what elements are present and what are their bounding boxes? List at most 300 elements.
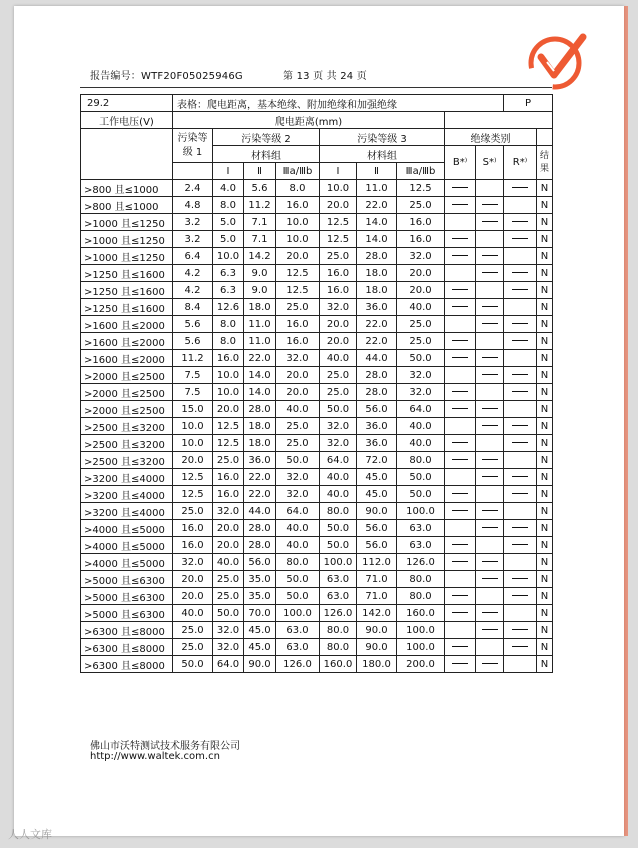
working-voltage-cell: >1000 且≤1250: [81, 231, 173, 248]
working-voltage-cell: >1600 且≤2000: [81, 350, 173, 367]
creepage-value-cell: 20.0: [320, 333, 357, 350]
creepage-value-cell: 25.0: [320, 384, 357, 401]
dash-mark: [512, 544, 528, 545]
insulation-b-cell: [445, 656, 476, 673]
result-cell: N: [537, 401, 553, 418]
creepage-value-cell: 16.0: [276, 197, 320, 214]
result-cell: N: [537, 622, 553, 639]
result-cell: N: [537, 656, 553, 673]
creepage-value-cell: 16.0: [173, 520, 213, 537]
working-voltage-cell: >1600 且≤2000: [81, 333, 173, 350]
creepage-value-cell: 25.0: [397, 197, 445, 214]
table-row: [81, 180, 553, 197]
result-cell: N: [537, 469, 553, 486]
dash-mark: [482, 272, 498, 273]
insulation-s-cell: [476, 452, 504, 469]
insulation-r-cell: [504, 554, 537, 571]
table-row: [81, 418, 553, 435]
dash-mark: [482, 629, 498, 630]
dash-mark: [512, 238, 528, 239]
creepage-value-cell: 11.0: [244, 316, 276, 333]
insulation-b-cell: [445, 265, 476, 282]
creepage-value-cell: 45.0: [244, 622, 276, 639]
creepage-value-cell: 100.0: [320, 554, 357, 571]
result-cell: N: [537, 452, 553, 469]
insulation-s-cell: [476, 435, 504, 452]
insulation-b-cell: [445, 639, 476, 656]
working-voltage-cell: >1250 且≤1600: [81, 265, 173, 282]
creepage-value-cell: 12.5: [173, 486, 213, 503]
table-row: [81, 622, 553, 639]
creepage-value-cell: 16.0: [320, 282, 357, 299]
creepage-value-cell: 18.0: [357, 265, 397, 282]
result-cell: N: [537, 639, 553, 656]
creepage-value-cell: 36.0: [357, 418, 397, 435]
creepage-value-cell: 50.0: [397, 350, 445, 367]
dash-mark: [512, 425, 528, 426]
creepage-value-cell: 112.0: [357, 554, 397, 571]
creepage-value-cell: 32.0: [397, 248, 445, 265]
creepage-value-cell: 8.0: [213, 333, 244, 350]
creepage-value-cell: 2.4: [173, 180, 213, 197]
dash-mark: [512, 272, 528, 273]
insulation-r-cell: [504, 571, 537, 588]
table-caption: 表格：爬电距离，基本绝缘、附加绝缘和加强绝缘: [173, 95, 504, 112]
dash-mark: [512, 578, 528, 579]
insulation-b-cell: [445, 197, 476, 214]
creepage-value-cell: 32.0: [276, 486, 320, 503]
working-voltage-cell: >3200 且≤4000: [81, 469, 173, 486]
creepage-value-cell: 14.0: [244, 384, 276, 401]
creepage-value-cell: 5.6: [173, 333, 213, 350]
creepage-value-cell: 7.1: [244, 214, 276, 231]
insulation-s-cell: [476, 571, 504, 588]
insulation-r-cell: [504, 214, 537, 231]
creepage-value-cell: 63.0: [276, 622, 320, 639]
dash-mark: [512, 221, 528, 222]
creepage-value-cell: 32.0: [320, 435, 357, 452]
creepage-value-cell: 50.0: [213, 605, 244, 622]
creepage-value-cell: 7.1: [244, 231, 276, 248]
dash-mark: [452, 544, 468, 545]
blank-header-cell: [537, 129, 553, 146]
creepage-value-cell: 16.0: [213, 486, 244, 503]
dash-mark: [482, 578, 498, 579]
insulation-s-cell: [476, 384, 504, 401]
creepage-value-cell: 45.0: [244, 639, 276, 656]
creepage-value-cell: 80.0: [320, 503, 357, 520]
pollution-degree-2-header: 污染等级 2: [213, 129, 320, 146]
creepage-value-cell: 56.0: [357, 520, 397, 537]
material-group-III: Ⅲa/Ⅲb: [276, 163, 320, 180]
dash-mark: [452, 357, 468, 358]
creepage-value-cell: 22.0: [357, 333, 397, 350]
creepage-value-cell: 25.0: [276, 435, 320, 452]
insulation-s-cell: [476, 503, 504, 520]
dash-mark: [512, 442, 528, 443]
creepage-value-cell: 11.2: [173, 350, 213, 367]
insulation-r-cell: [504, 503, 537, 520]
header-rule: [80, 87, 552, 88]
creepage-value-cell: 12.5: [276, 265, 320, 282]
reinforced-insulation-header: R*⁾: [504, 146, 537, 180]
creepage-value-cell: 22.0: [244, 350, 276, 367]
creepage-value-cell: 22.0: [357, 316, 397, 333]
creepage-value-cell: 6.3: [213, 282, 244, 299]
creepage-value-cell: 10.0: [320, 180, 357, 197]
creepage-value-cell: 56.0: [357, 537, 397, 554]
dash-mark: [512, 476, 528, 477]
insulation-r-cell: [504, 520, 537, 537]
table-row: [81, 452, 553, 469]
creepage-value-cell: 35.0: [244, 588, 276, 605]
insulation-b-cell: [445, 605, 476, 622]
creepage-value-cell: 40.0: [397, 418, 445, 435]
table-row: [81, 639, 553, 656]
creepage-value-cell: 20.0: [173, 588, 213, 605]
creepage-value-cell: 90.0: [357, 503, 397, 520]
page-edge-accent: [624, 6, 628, 836]
material-group-II: Ⅱ: [357, 163, 397, 180]
table-row: [81, 503, 553, 520]
table-row: [81, 384, 553, 401]
creepage-value-cell: 10.0: [213, 248, 244, 265]
creepage-value-cell: 18.0: [357, 282, 397, 299]
result-cell: N: [537, 265, 553, 282]
creepage-value-cell: 100.0: [276, 605, 320, 622]
table-row: [81, 299, 553, 316]
working-voltage-cell: >2000 且≤2500: [81, 384, 173, 401]
page-info: 第 13 页 共 24 页: [283, 71, 367, 82]
insulation-b-cell: [445, 537, 476, 554]
creepage-value-cell: 72.0: [357, 452, 397, 469]
insulation-s-cell: [476, 554, 504, 571]
creepage-value-cell: 63.0: [397, 537, 445, 554]
insulation-r-cell: [504, 197, 537, 214]
creepage-value-cell: 16.0: [397, 214, 445, 231]
dash-mark: [452, 663, 468, 664]
creepage-value-cell: 45.0: [357, 486, 397, 503]
creepage-value-cell: 126.0: [276, 656, 320, 673]
insulation-r-cell: [504, 401, 537, 418]
creepage-value-cell: 80.0: [320, 639, 357, 656]
creepage-value-cell: 32.0: [213, 503, 244, 520]
creepage-value-cell: 25.0: [320, 367, 357, 384]
creepage-value-cell: 100.0: [397, 622, 445, 639]
working-voltage-cell: >1600 且≤2000: [81, 316, 173, 333]
dash-mark: [452, 510, 468, 511]
insulation-r-cell: [504, 350, 537, 367]
creepage-value-cell: 16.0: [213, 469, 244, 486]
insulation-s-cell: [476, 486, 504, 503]
dash-mark: [482, 561, 498, 562]
creepage-value-cell: 10.0: [276, 214, 320, 231]
dash-mark: [452, 408, 468, 409]
watermark: 人人文库: [8, 828, 52, 841]
insulation-b-cell: [445, 316, 476, 333]
creepage-value-cell: 40.0: [173, 605, 213, 622]
insulation-s-cell: [476, 401, 504, 418]
insulation-b-cell: [445, 571, 476, 588]
table-row: [81, 469, 553, 486]
insulation-b-cell: [445, 486, 476, 503]
creepage-value-cell: 56.0: [244, 554, 276, 571]
creepage-value-cell: 36.0: [244, 452, 276, 469]
insulation-r-cell: [504, 299, 537, 316]
dash-mark: [482, 204, 498, 205]
creepage-value-cell: 25.0: [173, 622, 213, 639]
insulation-b-cell: [445, 469, 476, 486]
insulation-s-cell: [476, 333, 504, 350]
table-row: [81, 282, 553, 299]
dash-mark: [482, 476, 498, 477]
insulation-r-cell: [504, 639, 537, 656]
creepage-value-cell: 44.0: [244, 503, 276, 520]
creepage-value-cell: 3.2: [173, 214, 213, 231]
creepage-value-cell: 40.0: [320, 469, 357, 486]
insulation-s-cell: [476, 367, 504, 384]
creepage-value-cell: 63.0: [320, 571, 357, 588]
table-row: [81, 316, 553, 333]
creepage-value-cell: 80.0: [276, 554, 320, 571]
creepage-value-cell: 142.0: [357, 605, 397, 622]
dash-mark: [452, 340, 468, 341]
dash-mark: [452, 493, 468, 494]
working-voltage-cell: >2500 且≤3200: [81, 452, 173, 469]
creepage-value-cell: 18.0: [244, 435, 276, 452]
dash-mark: [482, 374, 498, 375]
creepage-value-cell: 4.0: [213, 180, 244, 197]
report-number: 报告编号：WTF20F05025946G: [90, 71, 243, 82]
creepage-value-cell: 14.0: [357, 214, 397, 231]
creepage-value-cell: 63.0: [320, 588, 357, 605]
creepage-value-cell: 50.0: [276, 588, 320, 605]
creepage-value-cell: 14.0: [244, 367, 276, 384]
dash-mark: [452, 391, 468, 392]
creepage-value-cell: 20.0: [397, 265, 445, 282]
result-cell: N: [537, 503, 553, 520]
creepage-value-cell: 70.0: [244, 605, 276, 622]
creepage-value-cell: 40.0: [397, 299, 445, 316]
creepage-value-cell: 80.0: [320, 622, 357, 639]
creepage-value-cell: 80.0: [397, 588, 445, 605]
table-row: [81, 265, 553, 282]
insulation-b-cell: [445, 452, 476, 469]
dash-mark: [512, 629, 528, 630]
working-voltage-cell: >1000 且≤1250: [81, 214, 173, 231]
pd1-blank-cell: [173, 163, 213, 180]
insulation-s-cell: [476, 282, 504, 299]
table-row: [81, 350, 553, 367]
result-cell: N: [537, 435, 553, 452]
insulation-s-cell: [476, 469, 504, 486]
result-cell: N: [537, 299, 553, 316]
insulation-b-cell: [445, 282, 476, 299]
working-voltage-header: 工作电压(V): [81, 112, 173, 129]
creepage-value-cell: 10.0: [276, 231, 320, 248]
creepage-value-cell: 6.4: [173, 248, 213, 265]
dash-mark: [482, 357, 498, 358]
insulation-s-cell: [476, 622, 504, 639]
creepage-value-cell: 20.0: [276, 384, 320, 401]
basic-insulation-header: B*⁾: [445, 146, 476, 180]
insulation-r-cell: [504, 418, 537, 435]
dash-mark: [482, 306, 498, 307]
creepage-value-cell: 200.0: [397, 656, 445, 673]
insulation-r-cell: [504, 180, 537, 197]
company-url[interactable]: http://www.waltek.com.cn: [90, 751, 220, 762]
dash-mark: [452, 255, 468, 256]
creepage-value-cell: 20.0: [173, 452, 213, 469]
working-voltage-cell: >4000 且≤5000: [81, 537, 173, 554]
creepage-value-cell: 50.0: [320, 401, 357, 418]
pollution-degree-1-header: 污染等级 1: [173, 129, 213, 163]
creepage-value-cell: 20.0: [397, 282, 445, 299]
working-voltage-cell: >6300 且≤8000: [81, 656, 173, 673]
result-cell: N: [537, 554, 553, 571]
insulation-r-cell: [504, 282, 537, 299]
dash-mark: [512, 323, 528, 324]
creepage-value-cell: 28.0: [357, 367, 397, 384]
table-row: [81, 214, 553, 231]
working-voltage-cell: >5000 且≤6300: [81, 588, 173, 605]
creepage-value-cell: 32.0: [276, 469, 320, 486]
creepage-value-cell: 64.0: [397, 401, 445, 418]
creepage-table: [80, 94, 553, 673]
creepage-value-cell: 35.0: [244, 571, 276, 588]
dash-mark: [452, 238, 468, 239]
creepage-header: 爬电距离(mm): [173, 112, 445, 129]
insulation-b-cell: [445, 350, 476, 367]
dash-mark: [482, 459, 498, 460]
table-row: [81, 520, 553, 537]
creepage-value-cell: 50.0: [173, 656, 213, 673]
insulation-b-cell: [445, 418, 476, 435]
creepage-value-cell: 63.0: [276, 639, 320, 656]
creepage-value-cell: 64.0: [320, 452, 357, 469]
creepage-value-cell: 4.8: [173, 197, 213, 214]
creepage-value-cell: 126.0: [320, 605, 357, 622]
insulation-r-cell: [504, 622, 537, 639]
creepage-value-cell: 11.0: [357, 180, 397, 197]
creepage-value-cell: 32.0: [213, 622, 244, 639]
insulation-b-cell: [445, 554, 476, 571]
insulation-r-cell: [504, 656, 537, 673]
insulation-s-cell: [476, 299, 504, 316]
insulation-s-cell: [476, 197, 504, 214]
working-voltage-cell: >3200 且≤4000: [81, 486, 173, 503]
creepage-value-cell: 18.0: [244, 418, 276, 435]
table-row: [81, 231, 553, 248]
creepage-value-cell: 160.0: [397, 605, 445, 622]
dash-mark: [482, 425, 498, 426]
dash-mark: [512, 527, 528, 528]
creepage-value-cell: 16.0: [173, 537, 213, 554]
dash-mark: [482, 527, 498, 528]
insulation-b-cell: [445, 588, 476, 605]
creepage-value-cell: 25.0: [213, 452, 244, 469]
dash-mark: [512, 289, 528, 290]
table-row: [81, 367, 553, 384]
result-cell: N: [537, 248, 553, 265]
working-voltage-cell: >4000 且≤5000: [81, 520, 173, 537]
insulation-s-cell: [476, 231, 504, 248]
dash-mark: [482, 255, 498, 256]
pollution-degree-3-header: 污染等级 3: [320, 129, 445, 146]
insulation-b-cell: [445, 520, 476, 537]
creepage-value-cell: 100.0: [397, 503, 445, 520]
insulation-s-cell: [476, 350, 504, 367]
insulation-r-cell: [504, 588, 537, 605]
insulation-b-cell: [445, 214, 476, 231]
insulation-s-cell: [476, 639, 504, 656]
insulation-s-cell: [476, 180, 504, 197]
creepage-value-cell: 100.0: [397, 639, 445, 656]
table-row: [81, 571, 553, 588]
working-voltage-cell: >3200 且≤4000: [81, 503, 173, 520]
table-row: [81, 248, 553, 265]
creepage-value-cell: 90.0: [357, 639, 397, 656]
blank-header-cell: [445, 112, 553, 129]
result-header: 结果: [537, 146, 553, 180]
clause-number: 29.2: [81, 95, 173, 112]
insulation-r-cell: [504, 367, 537, 384]
insulation-r-cell: [504, 537, 537, 554]
creepage-value-cell: 50.0: [397, 469, 445, 486]
insulation-s-cell: [476, 537, 504, 554]
creepage-value-cell: 28.0: [244, 537, 276, 554]
creepage-value-cell: 64.0: [276, 503, 320, 520]
creepage-value-cell: 10.0: [213, 384, 244, 401]
dash-mark: [512, 340, 528, 341]
creepage-value-cell: 12.6: [213, 299, 244, 316]
working-voltage-cell: >6300 且≤8000: [81, 622, 173, 639]
result-cell: N: [537, 486, 553, 503]
creepage-value-cell: 20.0: [276, 248, 320, 265]
creepage-value-cell: 45.0: [357, 469, 397, 486]
creepage-value-cell: 40.0: [276, 401, 320, 418]
creepage-value-cell: 12.5: [320, 214, 357, 231]
voltage-blank-cell: [81, 129, 173, 180]
creepage-value-cell: 20.0: [173, 571, 213, 588]
creepage-value-cell: 25.0: [320, 248, 357, 265]
working-voltage-cell: >2500 且≤3200: [81, 418, 173, 435]
creepage-value-cell: 80.0: [397, 571, 445, 588]
creepage-value-cell: 12.5: [320, 231, 357, 248]
dash-mark: [512, 391, 528, 392]
dash-mark: [482, 510, 498, 511]
creepage-value-cell: 28.0: [244, 401, 276, 418]
working-voltage-cell: >6300 且≤8000: [81, 639, 173, 656]
insulation-b-cell: [445, 401, 476, 418]
creepage-value-cell: 50.0: [320, 520, 357, 537]
insulation-r-cell: [504, 605, 537, 622]
working-voltage-cell: >1250 且≤1600: [81, 282, 173, 299]
creepage-value-cell: 22.0: [357, 197, 397, 214]
creepage-value-cell: 40.0: [320, 486, 357, 503]
working-voltage-cell: >4000 且≤5000: [81, 554, 173, 571]
creepage-value-cell: 160.0: [320, 656, 357, 673]
creepage-value-cell: 25.0: [397, 333, 445, 350]
insulation-r-cell: [504, 435, 537, 452]
table-row: [81, 554, 553, 571]
creepage-value-cell: 20.0: [213, 520, 244, 537]
dash-mark: [482, 323, 498, 324]
waltek-logo-icon: [523, 31, 589, 91]
working-voltage-cell: >1250 且≤1600: [81, 299, 173, 316]
working-voltage-cell: >800 且≤1000: [81, 197, 173, 214]
creepage-value-cell: 12.5: [213, 418, 244, 435]
